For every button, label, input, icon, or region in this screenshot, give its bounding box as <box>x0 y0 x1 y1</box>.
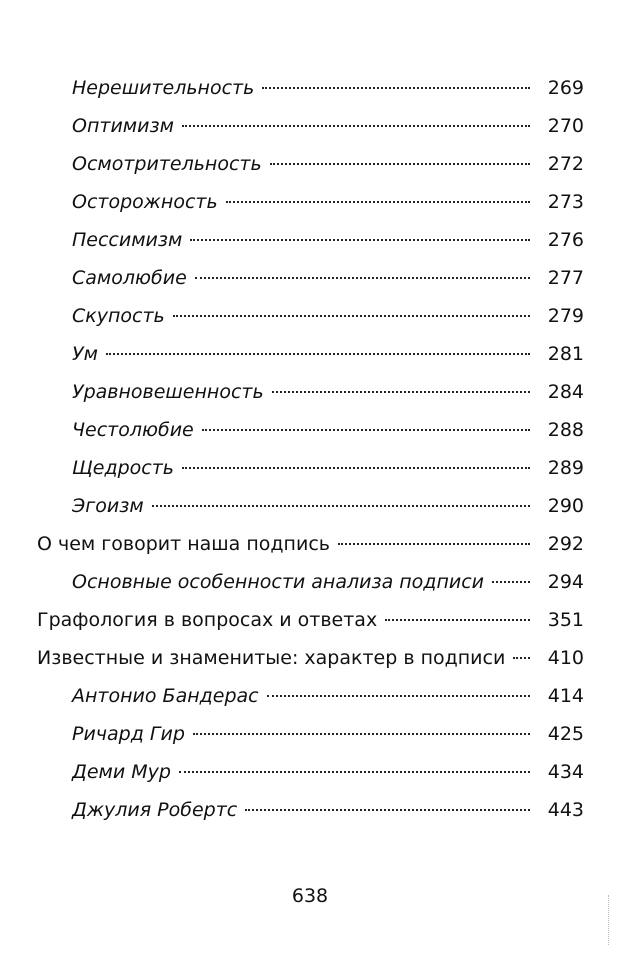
dot-leader <box>262 87 530 89</box>
toc-entry <box>0 757 620 787</box>
toc-entry-page: 434 <box>547 761 584 783</box>
toc-entry <box>0 795 620 825</box>
toc-entry-page: 284 <box>547 381 584 403</box>
toc-entry-title: Скупость <box>72 305 165 327</box>
dot-leader <box>179 771 530 773</box>
dot-leader <box>385 619 530 621</box>
toc-entry-title: Уравновешенность <box>72 381 264 403</box>
toc-entry-page: 292 <box>547 533 584 555</box>
dot-leader <box>226 201 530 203</box>
toc-entry <box>0 225 620 255</box>
toc-entry <box>0 643 620 673</box>
toc-entry-page: 276 <box>547 229 584 251</box>
toc-entry-title: Пессимизм <box>72 229 183 251</box>
dot-leader <box>152 505 530 507</box>
toc-entry-page: 270 <box>547 115 584 137</box>
toc-entry <box>0 529 620 559</box>
dot-leader <box>202 429 530 431</box>
toc-entry-page: 290 <box>547 495 584 517</box>
dot-leader <box>270 163 530 165</box>
toc-entry-page: 410 <box>547 647 584 669</box>
toc-entry-page: 425 <box>547 723 584 745</box>
dot-leader <box>106 353 530 355</box>
toc-entry-title: Самолюбие <box>72 267 187 289</box>
toc-entry-title: Известные и знаменитые: характер в подписи <box>37 647 506 669</box>
dot-leader <box>267 695 530 697</box>
toc-entry-title: Основные особенности анализа подписи <box>72 571 485 593</box>
toc-entry-page: 289 <box>547 457 584 479</box>
toc-entry-title: Осторожность <box>72 191 218 213</box>
toc-entry-page: 443 <box>547 799 584 821</box>
toc-entry <box>0 567 620 597</box>
toc-entry <box>0 453 620 483</box>
toc-entry <box>0 415 620 445</box>
toc-entry-page: 351 <box>547 609 584 631</box>
toc-entry-title: Нерешительность <box>72 77 255 99</box>
dot-leader <box>193 733 530 735</box>
toc-entry-page: 288 <box>547 419 584 441</box>
toc-entry-title: Щедрость <box>72 457 175 479</box>
toc-entry-title: Графология в вопросах и ответах <box>37 609 378 631</box>
toc-entry <box>0 187 620 217</box>
toc-entry <box>0 377 620 407</box>
dot-leader <box>190 239 530 241</box>
toc-entry-page: 281 <box>547 343 584 365</box>
toc-entry-page: 294 <box>547 571 584 593</box>
toc-entry-title: Деми Мур <box>72 761 171 783</box>
toc-entry <box>0 301 620 331</box>
toc-entry-title: Антонио Бандерас <box>72 685 259 707</box>
toc-entry-page: 414 <box>547 685 584 707</box>
toc-entry-page: 272 <box>547 153 584 175</box>
toc-entry-title: Честолюбие <box>72 419 194 441</box>
toc-entry-title: Осмотрительность <box>72 153 262 175</box>
toc-entry-title: О чем говорит наша подпись <box>37 533 330 555</box>
toc-entry <box>0 263 620 293</box>
toc-entry <box>0 681 620 711</box>
scan-artifact <box>608 895 612 945</box>
toc-entry <box>0 491 620 521</box>
toc-entry-title: Джулия Робертс <box>72 799 238 821</box>
dot-leader <box>272 391 530 393</box>
toc-entry-title: Эгоизм <box>72 495 144 517</box>
toc-entry <box>0 719 620 749</box>
dot-leader <box>513 657 530 659</box>
toc-entry <box>0 149 620 179</box>
dot-leader <box>338 543 530 545</box>
toc-entry-title: Ум <box>72 343 98 365</box>
page-number: 638 <box>291 885 329 907</box>
toc-entry <box>0 339 620 369</box>
toc-entry-title: Ричард Гир <box>72 723 185 745</box>
toc-entry <box>0 73 620 103</box>
toc-entry-page: 269 <box>547 77 584 99</box>
dot-leader <box>245 809 530 811</box>
dot-leader <box>492 581 530 583</box>
toc-entry-page: 279 <box>547 305 584 327</box>
toc-entry <box>0 111 620 141</box>
toc-entry-title: Оптимизм <box>72 115 174 137</box>
toc-entry-page: 273 <box>547 191 584 213</box>
dot-leader <box>173 315 530 317</box>
toc-entry-page: 277 <box>547 267 584 289</box>
dot-leader <box>195 277 530 279</box>
dot-leader <box>182 467 530 469</box>
dot-leader <box>182 125 530 127</box>
toc-entry <box>0 605 620 635</box>
